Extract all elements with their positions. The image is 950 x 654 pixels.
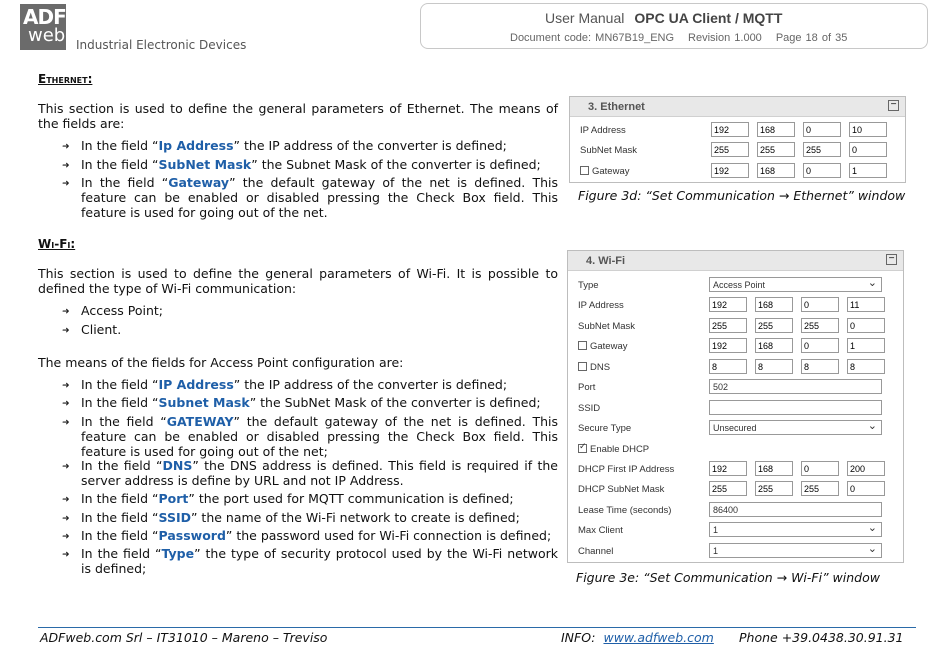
dhcp-first-ip-input-group — [709, 461, 893, 476]
max-client-label: Max Client — [578, 525, 623, 536]
page-number: Page 18 of 35 — [775, 32, 848, 44]
port-label: Port — [578, 382, 596, 393]
wifi-gateway-label: Gateway — [590, 341, 628, 352]
document-header-box — [420, 3, 928, 49]
wifi-bullet: ➜ In the field “Port” the port used for MQTT communication is defined; — [62, 491, 514, 506]
ssid-input[interactable] — [709, 400, 882, 415]
gateway-checkbox[interactable] — [580, 166, 589, 175]
dhcp-subnet-input-group — [709, 481, 893, 496]
footer-info — [561, 630, 714, 645]
wifi-intro: This section is used to define the general parameters of Wi-Fi. It is possible to defined the type of Wi-Fi communication: — [38, 266, 558, 296]
ip-address-row — [580, 122, 900, 138]
dhcp-subnet-label: DHCP SubNet Mask — [578, 484, 665, 495]
dhcp-ip-octet-4[interactable] — [847, 461, 885, 476]
wifi-mask-row — [578, 318, 898, 334]
lease-time-input[interactable]: 86400 — [709, 502, 882, 517]
dhcp-ip-octet-1[interactable] — [709, 461, 747, 476]
dhcp-ip-octet-2[interactable] — [755, 461, 793, 476]
wifi-ip-octet-4[interactable] — [847, 297, 885, 312]
mask-octet-3[interactable] — [803, 142, 841, 157]
wifi-ip-octet-2[interactable] — [755, 297, 793, 312]
dhcp-subnet-row — [578, 481, 898, 497]
footer-website-link[interactable]: www.adfweb.com — [603, 630, 714, 645]
wifi-gw-octet-3[interactable] — [801, 338, 839, 353]
footer-info-label: INFO: — [561, 630, 596, 645]
ethernet-heading: Ethernet: — [38, 72, 93, 86]
dhcp-first-ip-row — [578, 461, 898, 477]
ip-octet-1[interactable] — [711, 122, 749, 137]
logo-text-top: ADF — [23, 5, 66, 29]
arrow-bullet-icon: ➜ — [62, 495, 70, 505]
enable-dhcp-label: Enable DHCP — [590, 444, 650, 455]
wifi-gw-octet-2[interactable] — [755, 338, 793, 353]
ethernet-bullet: ➜ In the field “Gateway” the default gateway of the net is defined. This feature can be enabled or disabled pressing the Check Box field. This feature is used for going out of the net. — [62, 175, 558, 220]
port-input[interactable]: 502 — [709, 379, 882, 394]
dns-checkbox[interactable] — [578, 362, 587, 371]
arrow-bullet-icon: ➜ — [62, 179, 70, 189]
gateway-row — [580, 163, 900, 179]
wifi-bullet: ➜ In the field “GATEWAY” the default gateway of the net is defined. This feature can be enabled or disabled pressing the Check Box field. This feature is used for going out of the net; — [62, 414, 558, 459]
enable-dhcp-checkbox[interactable] — [578, 444, 587, 453]
wifi-means-text: The means of the fields for Access Point configuration are: — [38, 355, 404, 370]
ip-octet-3[interactable] — [803, 122, 841, 137]
dhcp-mask-octet-2[interactable] — [755, 481, 793, 496]
arrow-bullet-icon: ➜ — [62, 462, 70, 472]
wifi-mask-octet-2[interactable] — [755, 318, 793, 333]
dhcp-mask-octet-1[interactable] — [709, 481, 747, 496]
figure-3e-caption: Figure 3e: “Set Communication → Wi-Fi” window — [576, 570, 880, 585]
dhcp-mask-octet-4[interactable] — [847, 481, 885, 496]
arrow-bullet-icon: ➜ — [62, 381, 70, 391]
wifi-bullet: ➜ In the field “DNS” the DNS address is defined. This field is required if the server address is define by URL and not IP Address. — [62, 458, 558, 488]
wifi-mask-octet-1[interactable] — [709, 318, 747, 333]
figure-3d-caption: Figure 3d: “Set Communication → Ethernet” window — [578, 188, 906, 203]
ethernet-window-title: 3. Ethernet − — [570, 97, 905, 117]
tagline: Industrial Electronic Devices — [76, 38, 247, 52]
footer-phone: Phone +39.0438.30.91.31 — [739, 630, 904, 645]
subnet-mask-row — [580, 142, 900, 158]
wifi-mask-octet-4[interactable] — [847, 318, 885, 333]
wifi-bullet: ➜ In the field “Type” the type of security protocol used by the Wi-Fi network is defined; — [62, 546, 558, 576]
wifi-ip-label: IP Address — [578, 300, 624, 311]
dns-octet-2[interactable] — [755, 359, 793, 374]
arrow-bullet-icon: ➜ — [62, 142, 70, 152]
gw-octet-1[interactable] — [711, 163, 749, 178]
minimize-icon[interactable]: − — [888, 100, 899, 111]
document-meta — [421, 32, 927, 44]
wifi-gw-octet-4[interactable] — [847, 338, 885, 353]
ethernet-settings-window — [569, 96, 906, 183]
type-label: Type — [578, 280, 599, 291]
arrow-bullet-icon: ➜ — [62, 550, 70, 560]
mask-octet-2[interactable] — [757, 142, 795, 157]
dns-octet-1[interactable] — [709, 359, 747, 374]
mask-octet-4[interactable] — [849, 142, 887, 157]
arrow-bullet-icon: ➜ — [62, 399, 70, 409]
dns-input-group — [709, 359, 893, 374]
secure-type-row — [578, 420, 898, 436]
arrow-bullet-icon: ➜ — [62, 532, 70, 542]
port-row — [578, 379, 898, 395]
doc-label: User Manual — [545, 10, 625, 26]
minimize-icon[interactable]: − — [886, 254, 897, 265]
dns-row — [578, 359, 898, 375]
ethernet-bullet: ➜ In the field “Ip Address” the IP address of the converter is defined; — [62, 138, 507, 153]
arrow-bullet-icon: ➜ — [62, 161, 70, 171]
gateway-label: Gateway — [592, 166, 630, 177]
ip-address-input-group — [711, 122, 895, 137]
ip-address-label: IP Address — [580, 125, 626, 136]
wifi-gateway-input-group — [709, 338, 893, 353]
wifi-bullet: ➜ In the field “Subnet Mask” the SubNet Mask of the converter is defined; — [62, 395, 541, 410]
footer-divider — [38, 627, 916, 628]
dns-octet-4[interactable] — [847, 359, 885, 374]
gateway-input-group — [711, 163, 895, 178]
doc-product-title: OPC UA Client / MQTT — [634, 10, 783, 26]
mask-octet-1[interactable] — [711, 142, 749, 157]
arrow-bullet-icon: ➜ — [62, 307, 70, 317]
channel-select[interactable]: 1 ⌄ — [709, 543, 882, 558]
gw-octet-4[interactable] — [849, 163, 887, 178]
wifi-gateway-row — [578, 338, 898, 354]
wifi-settings-window — [567, 250, 904, 563]
wifi-type-item: ➜ Access Point; — [62, 303, 164, 318]
gw-octet-3[interactable] — [803, 163, 841, 178]
secure-type-select[interactable]: Unsecured ⌄ — [709, 420, 882, 435]
adfweb-logo — [20, 4, 66, 50]
wifi-mask-octet-3[interactable] — [801, 318, 839, 333]
wifi-mask-label: SubNet Mask — [578, 321, 636, 332]
wifi-ip-input-group — [709, 297, 893, 312]
arrow-bullet-icon: ➜ — [62, 326, 70, 336]
wifi-gateway-checkbox[interactable] — [578, 341, 587, 350]
ethernet-intro: This section is used to define the general parameters of Ethernet. The means of the fields are: — [38, 101, 558, 131]
secure-type-label: Secure Type — [578, 423, 632, 434]
arrow-bullet-icon: ➜ — [62, 418, 70, 428]
logo-text-bottom: web — [28, 25, 66, 46]
wifi-bullet: ➜ In the field “SSID” the name of the Wi-Fi network to create is defined; — [62, 510, 520, 525]
dhcp-mask-octet-3[interactable] — [801, 481, 839, 496]
dns-label: DNS — [590, 362, 611, 373]
gw-octet-2[interactable] — [757, 163, 795, 178]
wifi-bullet: ➜ In the field “IP Address” the IP address of the converter is defined; — [62, 377, 508, 392]
wifi-bullet: ➜ In the field “Password” the password used for Wi-Fi connection is defined; — [62, 528, 552, 543]
wifi-heading: Wi-Fi: — [38, 237, 76, 251]
ssid-row — [578, 400, 898, 416]
type-row — [578, 277, 898, 293]
document-title — [421, 10, 927, 26]
enable-dhcp-row — [578, 441, 898, 457]
ssid-label: SSID — [578, 403, 601, 414]
wifi-gw-octet-1[interactable] — [709, 338, 747, 353]
doc-code: Document code: MN67B19_ENG — [510, 32, 675, 44]
wifi-ip-octet-1[interactable] — [709, 297, 747, 312]
ip-octet-4[interactable] — [849, 122, 887, 137]
footer-company: ADFweb.com Srl – IT31010 – Mareno – Treviso — [40, 630, 328, 645]
wifi-mask-input-group — [709, 318, 893, 333]
doc-revision: Revision 1.000 — [688, 32, 762, 44]
wifi-ip-octet-3[interactable] — [801, 297, 839, 312]
lease-time-row — [578, 502, 898, 518]
ip-octet-2[interactable] — [757, 122, 795, 137]
channel-row — [578, 543, 898, 559]
dhcp-first-ip-label: DHCP First IP Address — [578, 464, 675, 475]
wifi-type-item: ➜ Client. — [62, 322, 122, 337]
max-client-select[interactable]: 1 ⌄ — [709, 522, 882, 537]
subnet-mask-label: SubNet Mask — [580, 145, 638, 156]
max-client-row — [578, 522, 898, 538]
wifi-ip-row — [578, 297, 898, 313]
type-select[interactable]: Access Point ⌄ — [709, 277, 882, 292]
ethernet-bullet: ➜ In the field “SubNet Mask” the Subnet Mask of the converter is defined; — [62, 157, 541, 172]
dhcp-ip-octet-3[interactable] — [801, 461, 839, 476]
lease-time-label: Lease Time (seconds) — [578, 505, 672, 516]
dns-octet-3[interactable] — [801, 359, 839, 374]
arrow-bullet-icon: ➜ — [62, 514, 70, 524]
wifi-window-title: 4. Wi-Fi − — [568, 251, 903, 271]
channel-label: Channel — [578, 546, 614, 557]
subnet-mask-input-group — [711, 142, 895, 157]
